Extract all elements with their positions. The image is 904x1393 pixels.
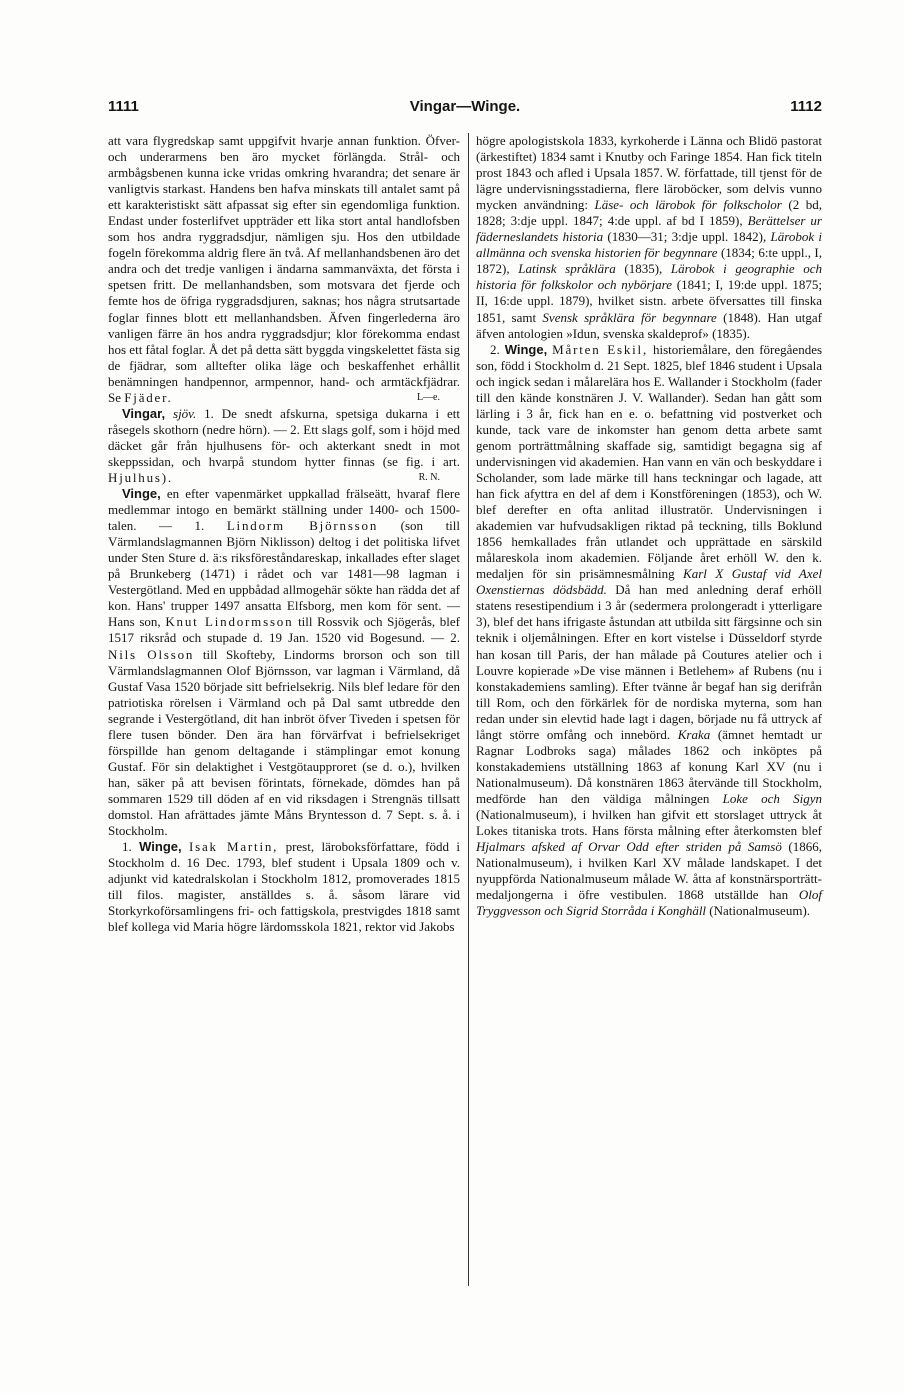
headword: Winge, xyxy=(504,341,548,357)
book-title: Latinsk språklära xyxy=(518,261,616,277)
cross-reference: Fjäder. xyxy=(124,389,173,405)
right-column xyxy=(476,133,822,919)
headword: Vingar, xyxy=(122,405,166,421)
headword: Vinge, xyxy=(122,486,161,502)
entry-vinge: Vinge, en efter vapenmärket uppkallad frälseätt, hvaraf flere medlemmar intogo en bemärkt ställning under 1400- och 1500-talen. — 1. Lindorm Björnsson (son till Värmlandslagmannen Björn Niklisson) deltog i det politiska lifvet under Sten Sture d. ä:s riksföreståndareskap, inkallades efter slaget på Brunkeberg (1471) i rådet och var 1481—98 lagman i Vestergötland. Med en uppbådad allmogehär sökte han rädda det af kon. Hans' trupper 1497 ansatta Elfsborg, men kom för sent. — Hans son, Knut Lindormsson till Rossvik och Sjögerås, blef 1517 riksråd och stupade d. 19 Jan. 1520 vid Bogesund. — 2. Nils Olsson till Skofteby, Lindorms brorson och son till Värmlandslagmannen Olof Björnsson, var lagman i Värmland, då Gustaf Vasa 1520 började sitt befrielsekrig. Nils blef ledare för den patriotiska rörelsen i Värmland och på Dal samt utbredde den segrande i Vestergötland, dit han inbröt öfver Tiveden i spetsen för flere tusen bönder. Den ära han förvärfvat i befrielsekriget förspillde han genom deltagande i stämplingar emot konung Gustaf. För sin delaktighet i Vestgötaupproret (se d. o.), hvilken han, säker på att bevisen förintats, förnekade, dömdes han på sommaren 1529 till döden af en vid riksdagen i Strengnäs tillsatt domstol. Han afrättades jämte Måns Bryntesson d. 7 Sept. s. å. i Stockholm. xyxy=(108,486,461,839)
wing-skeleton-paragraph: att vara flygredskap samt uppgifvit hvarje annan funktion. Öfver- och underarmens ben äro mycket förlängda. Strål- och armbågsbenen kunna icke vridas omkring hvarandra; det senare är vanligtvis starkast. Handens ben hafva minskats till antalet samt på ett karakteristiskt sätt afpassat sig efter sin egendomliga funktion. Endast under fosterlifvet uppträder ett lika stort antal handlofsben som hos andra ryggradsdjur, nämligen sju. Hos den utbildade fogeln förekomma aldrig flere än två. Af mellanhandsbenen äro det andra och det tredje vanligen i ändarna sammanväxta, det första i spetsen fritt. De mellanhandsben, som motsvara det fjerde och femte hos de öfriga ryggradsdjuren, saknas; hos några strutsartade foglar finnes blott ett mellanhandsben. Äfven fingerlederna äro vanligen färre än hos andra ryggradsdjur; klor förekomma endast hos ett fåtal foglar. Å det på detta sätt byggda vingskelettet fästa sig de fjädrar, som alltefter olika läge och beskaffenhet erhållit benämningen handpennor, armpennor, hand- och armtäckfjädrar. Se Fjäder. L—e. xyxy=(108,133,460,405)
column-divider xyxy=(468,133,469,1286)
book-title: Lärobok i allmänna och svenska historien för begynnare xyxy=(476,229,823,261)
book-title: Lärobok i geographie och historia för folkskolor och nybörjare xyxy=(476,261,823,293)
artwork-title: Karl X Gustaf vid Axel Oxenstiernas dödsbädd. xyxy=(476,566,822,598)
person-name: Nils Olsson xyxy=(108,646,195,662)
subject-abbreviation: sjöv. xyxy=(173,405,197,421)
artwork-title: Kraka xyxy=(677,726,711,742)
artwork-title: Olof Tryggvesson och Sigrid Storråda i Konghäll xyxy=(476,887,822,919)
page-number-right: 1112 xyxy=(790,98,822,115)
person-name: Knut Lindormsson xyxy=(165,614,294,630)
author-signature: L—e. xyxy=(416,391,440,403)
entry-winge-1-continued: högre apologistskola 1833, kyrkoherde i Länna och Blidö pastorat (ärkestiftet) 1834 samt i Knutby och Faringe 1854. Han fick titeln prost 1843 och afled i Upsala 1857. W. författade, till tjenst för de lägre undervisningsstadierna, flere läroböcker, som delvis vunno mycken användning: Läse- och lärobok för folkscholor (2 bd, 1828; 3:dje uppl. 1847; 4:de uppl. af bd I 1859), Berättelser ur fäderneslandets historia (1830—31; 3:dje uppl. 1842), Lärobok i allmänna och svenska historien för begynnare (1834; 6:te uppl., I, 1872), Latinsk språklära (1835), Lärobok i geographie och historia för folkskolor och nybörjare (1841; I, 19:de uppl. 1875; II, 16:de uppl. 1879), hvilket sistn. arbete öfversattes till finska 1851, samt Svensk språklära för begynnare (1848). Han utgaf äfven antologien »Idun, svenska skaldeprof» (1835). xyxy=(476,133,823,341)
artwork-title: Hjalmars afsked af Orvar Odd efter striden på Samsö xyxy=(476,839,782,855)
page-header xyxy=(108,98,822,118)
artwork-title: Loke och Sigyn xyxy=(722,790,823,806)
book-title: Läse- och lärobok för folkscholor xyxy=(594,197,782,213)
person-name: Isak Martin, xyxy=(188,839,279,855)
cross-reference: Hjulhus). xyxy=(108,469,173,485)
book-title: Svensk språklära för begynnare xyxy=(542,309,717,325)
headword: Winge, xyxy=(139,839,182,855)
book-title: Berättelser ur fäderneslandets historia xyxy=(476,213,822,245)
entry-vingar: Vingar, sjöv. 1. De snedt afskurna, spetsiga dukarna i ett råsegels skothorn (nedre hörn). — 2. Ett slags golf, som i höjd med däcket går från hjulhusens för- och akterkant snedt in mot skeppssidan, och hvarpå stundom hytter finnas (se fig. i art. Hjulhus). R. N. xyxy=(108,405,461,485)
entry-winge-2: 2. Winge, Mårten Eskil, historiemålare, den föregåendes son, född i Stockholm d. 21 Sept. 1825, blef 1846 student i Upsala och ingick sedan i målarelära hos E. Wallander i Stockholm (fader till den kände konstnären J. V. Wallander). Sedan han gått som lärling i 3 år, fick han en e. o. befattning vid postverket och kunde, tack vare de inkomster han genom detta arbete samt genom porträttmålning skaffade sig, samtidigt begagna sig af undervisningen vid akademien. Han vann en vän och beskyddare i Scholander, som lade märke till hans teckningar och lagade, att han fick afyttra en del af dem i Konstföreningen (1853), och W. blef derefter en ofta anlitad illustratör. Undervisningen i akademien var hufvudsakligen riktad på teckning, tills Boklund 1856 hemkallades från utlandet och upprättade en särskild målareskola inom akademien. Följande året erhöll W. den k. medaljen för sin prisämnesmålning Karl X Gustaf vid Axel Oxenstiernas dödsbädd. Då han med anledning deraf erhöll statens resestipendium i 3 år (sedermera prolongeradt i ytterligare 3), blef det hans ifrigaste åstundan att utbilda sitt färgsinne och sin teknik i oljemålningen. Efter en kort vistelse i Düsseldorf styrde han kosan till Paris, der han målade på Coutures atelier och i Louvre kopierade »De vise männen i Betlehem» af Rubens (nu i konstakademiens samling). Efter tvänne år begaf han sig derifrån till Rom, och den förkärlek för de nordiska myterna, som han redan under sin elevtid hade lagt i dagen, började nu få uttryck af långt större omfång och innebörd. Kraka (ämnet hemtadt ur Ragnar Lodbroks saga) målades 1862 och inköptes på konstakademiens utställning 1863 af konung Karl XV (nu i Nationalmuseum). Då konstnären 1863 återvände till Stockholm, medförde han den väldiga målningen Loke och Sigyn (Nationalmuseum), i hvilken han gifvit ett storslaget uttryck åt Lokes titaniska trots. Hans första målning efter återkomsten blef Hjalmars afsked af Orvar Odd efter striden på Samsö (1866, Nationalmuseum), i hvilken Karl XV målade landskapet. I det nyuppförda Nationalmuseum målade W. åtta af konstnärsporträtt-medaljongerna i öfre vestibulen. 1868 utställde han Olof Tryggvesson och Sigrid Storråda i Konghäll (Nationalmuseum). xyxy=(476,341,823,919)
entry-winge-1: 1. Winge, Isak Martin, prest, läroboksförfattare, född i Stockholm d. 16 Dec. 1793, blef student i Upsala 1809 och v. adjunkt vid katedralskolan i Stockholm 1812, promoverades 1815 till filos. magister, anställdes s. å. såsom lärare vid Storkyrkoförsamlingens fri- och fattigskola, prestvigdes 1818 samt blef kollega vid Maria högre lärdomsskola 1821, rektor vid Jakobs xyxy=(108,839,460,935)
left-column xyxy=(108,133,460,935)
person-name: Lindorm Björnsson xyxy=(226,518,379,534)
author-signature: R. N. xyxy=(418,471,440,483)
page-number-left: 1111 xyxy=(108,98,139,115)
person-name: Mårten Eskil, xyxy=(552,341,649,357)
page-title: Vingar—Winge. xyxy=(409,98,521,115)
